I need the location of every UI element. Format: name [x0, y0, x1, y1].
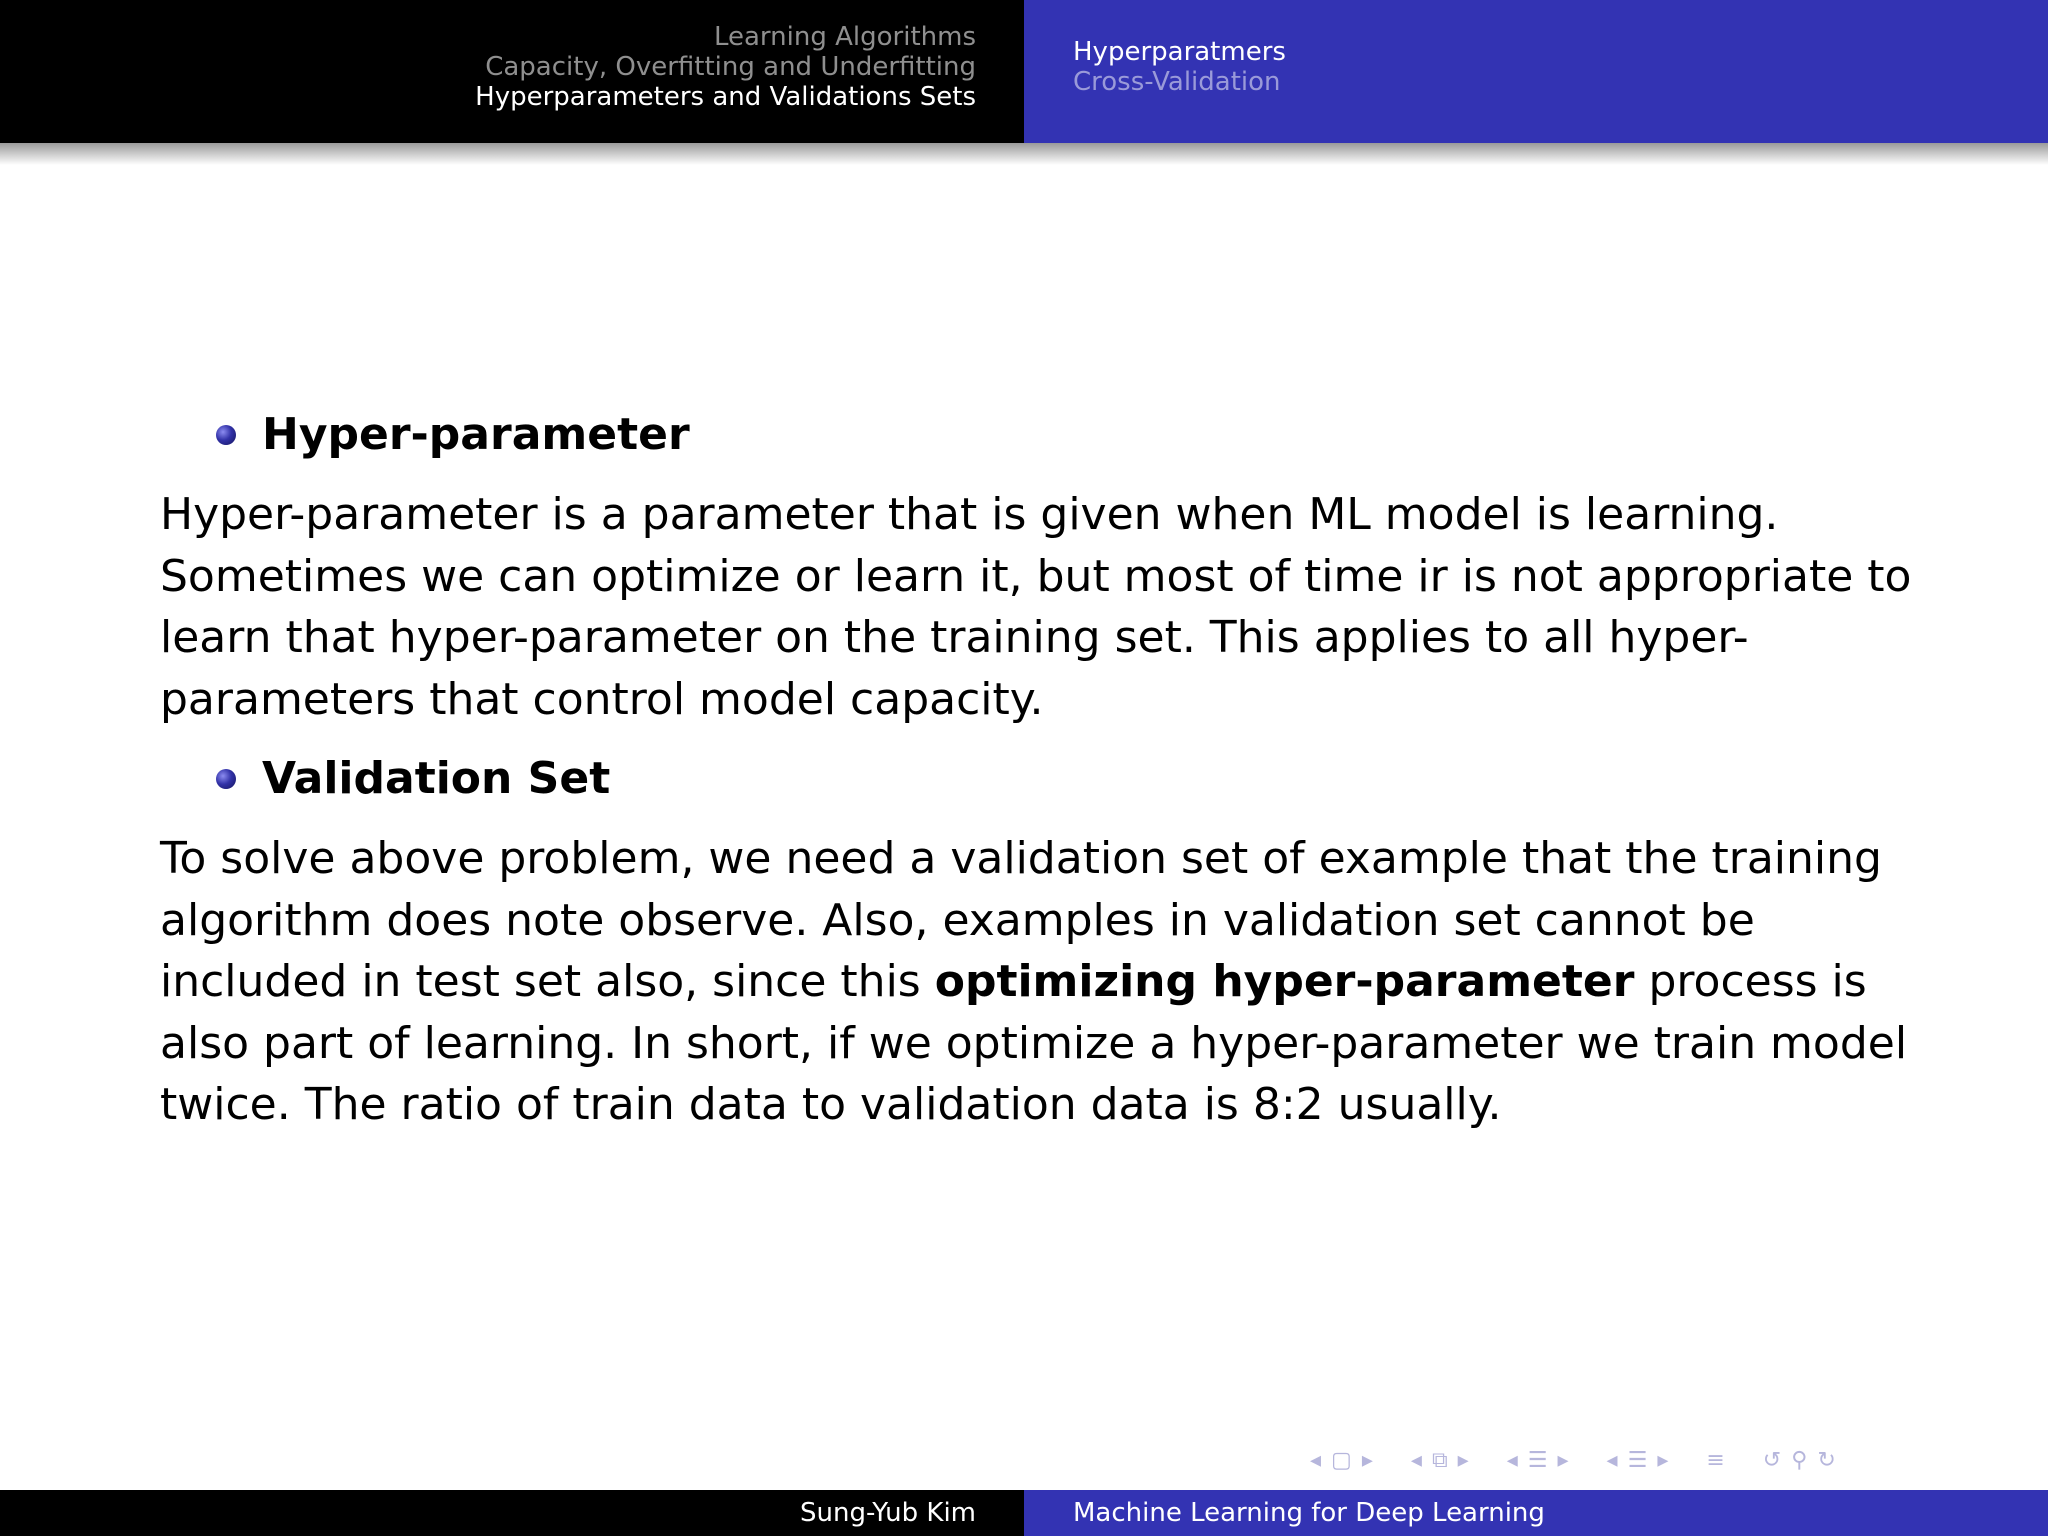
slide-body — [160, 400, 1920, 1150]
back-icon[interactable]: ↺ — [1762, 1447, 1782, 1473]
section-list — [475, 22, 976, 112]
prev-subsection-icon[interactable]: ◂ — [1410, 1447, 1422, 1473]
subsection-list — [1073, 37, 1286, 97]
subsection-link-cross-validation[interactable]: Cross-Validation — [1073, 67, 1281, 97]
subsection-link-hyperparatmers[interactable]: Hyperparatmers — [1073, 37, 1286, 67]
footer-author: Sung-Yub Kim — [799, 1498, 976, 1528]
next-section-icon[interactable]: ▸ — [1557, 1447, 1569, 1473]
next-subsection-icon[interactable]: ▸ — [1457, 1447, 1469, 1473]
slide-icon[interactable]: ☰ — [1627, 1447, 1648, 1473]
prev-section-icon[interactable]: ◂ — [1506, 1447, 1518, 1473]
subsection-icon[interactable]: ⧉ — [1431, 1447, 1448, 1473]
paragraph-text: To solve above problem, we need a validation set of example that the training algorithm does note observe. Also, examples in validation set cannot be included in test set also, since this — [160, 833, 1882, 1007]
paragraph-text: process is also part of learning. In short, if we optimize a hyper-parameter we train model twice. The ratio of train data to validation data is 8:2 usually. — [160, 956, 1908, 1130]
bullet-icon — [216, 425, 236, 445]
bullet-item — [216, 400, 1920, 470]
prev-slide-icon[interactable]: ◂ — [1606, 1447, 1618, 1473]
search-icon[interactable]: ⚲ — [1791, 1447, 1808, 1473]
bullet-title: Validation Set — [262, 753, 611, 804]
beamer-navigation-symbols — [1310, 1444, 1846, 1476]
section-link-learning-algorithms[interactable]: Learning Algorithms — [713, 22, 976, 52]
prev-frame-icon[interactable]: ◂ — [1310, 1447, 1322, 1473]
appendix-icon[interactable]: ≡ — [1706, 1447, 1725, 1473]
frame-icon[interactable]: ▢ — [1331, 1447, 1352, 1473]
slide-header — [0, 0, 2048, 143]
subsection-navigation — [1024, 0, 2048, 143]
section-navigation — [0, 0, 1024, 143]
bullet-title: Hyper-parameter — [262, 409, 690, 460]
section-link-hyperparameters[interactable]: Hyperparameters and Validations Sets — [475, 82, 976, 112]
header-shadow — [0, 143, 2048, 165]
next-slide-icon[interactable]: ▸ — [1657, 1447, 1669, 1473]
footer-author-bar — [0, 1490, 1024, 1536]
footer-title: Machine Learning for Deep Learning — [1073, 1498, 1545, 1528]
section-link-capacity[interactable]: Capacity, Overfitting and Underfitting — [485, 52, 976, 82]
emphasis-text: optimizing hyper-parameter — [934, 956, 1635, 1007]
bullet-icon — [216, 769, 236, 789]
section-icon[interactable]: ☰ — [1527, 1447, 1548, 1473]
footer-title-bar — [1024, 1490, 2048, 1536]
paragraph-hyper-parameter: Hyper-parameter is a parameter that is given when ML model is learning. Sometimes we can optimize or learn it, but most of time ir is not appropriate to learn that hyper-parameter on the training set. This applies to all hyper-parameters that control model capacity. — [160, 489, 1912, 725]
forward-icon[interactable]: ↻ — [1817, 1447, 1836, 1473]
next-frame-icon[interactable]: ▸ — [1361, 1447, 1373, 1473]
bullet-item — [216, 744, 1920, 814]
paragraph-validation-set — [160, 828, 1920, 1136]
